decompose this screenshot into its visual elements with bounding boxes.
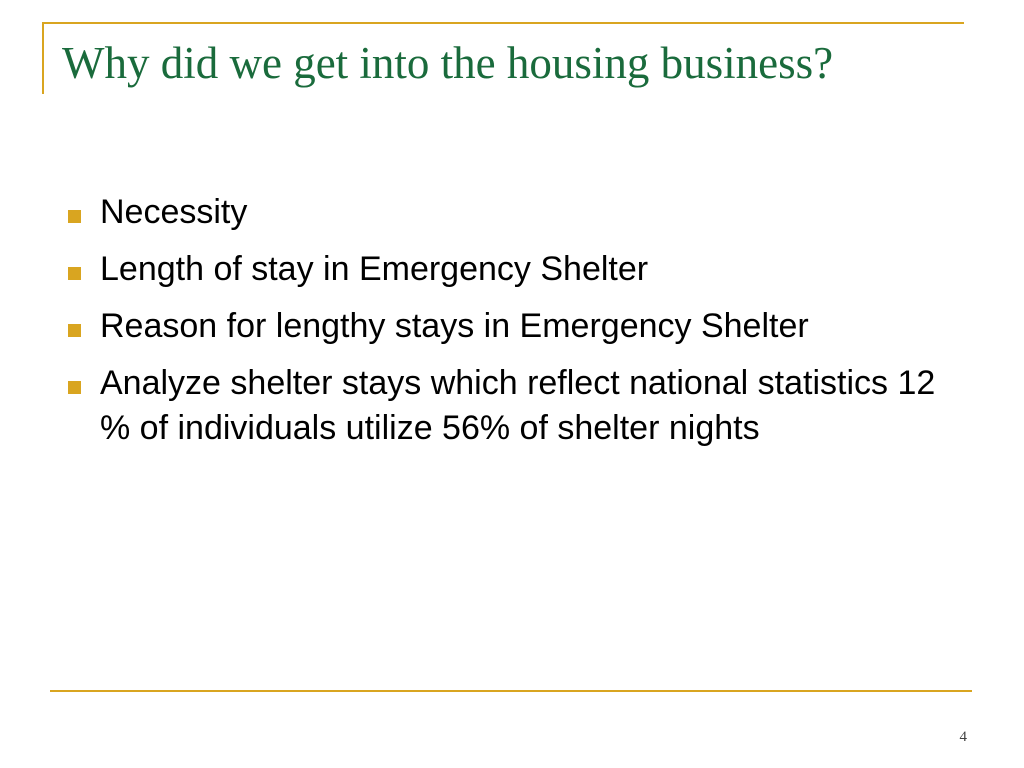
bullet-text: Length of stay in Emergency Shelter <box>100 250 649 288</box>
bullet-item-length-of-stay <box>62 247 942 292</box>
bullet-text: Analyze shelter stays which reflect national statistics 12 % of individuals utilize 56% of shelter nights <box>100 364 936 447</box>
square-bullet-icon <box>68 324 81 337</box>
bullet-text: Reason for lengthy stays in Emergency Shelter <box>100 307 809 345</box>
bullet-item-necessity <box>62 190 942 235</box>
bullet-item-analyze <box>62 361 942 451</box>
square-bullet-icon <box>68 381 81 394</box>
square-bullet-icon <box>68 210 81 223</box>
footer-divider <box>50 690 972 692</box>
square-bullet-icon <box>68 267 81 280</box>
title-frame-top-line <box>42 22 964 24</box>
bullet-item-reason <box>62 304 942 349</box>
page-number: 4 <box>959 729 967 745</box>
title-frame-left-line <box>42 22 44 94</box>
bullet-list <box>62 190 942 463</box>
bullet-text: Necessity <box>100 193 248 231</box>
slide-title: Why did we get into the housing business? <box>62 38 834 88</box>
